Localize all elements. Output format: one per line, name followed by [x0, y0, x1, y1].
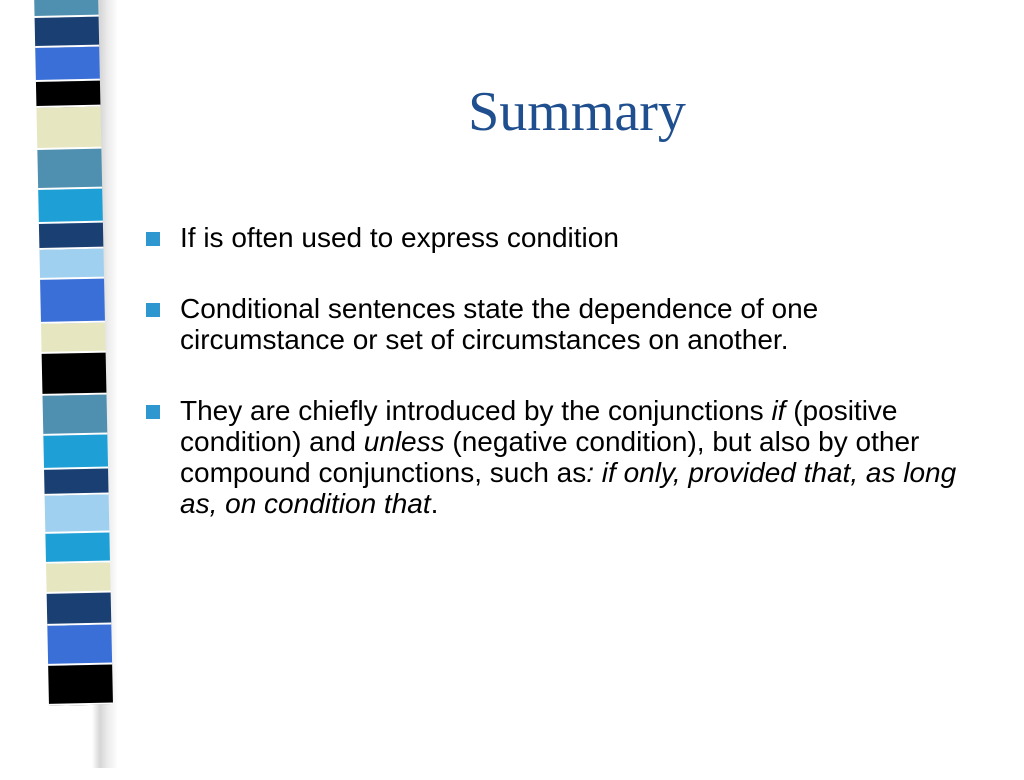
bullet-item: [140, 222, 970, 253]
bullet-text-part: (negative condition), but also by other compound conjunctions, such as: [180, 426, 920, 488]
stripe-block: [45, 533, 110, 564]
bullet-text-part: .: [430, 488, 439, 519]
stripe-block: [47, 593, 112, 626]
stripe-block: [38, 189, 103, 224]
stripe-block: [47, 625, 112, 666]
stripe-block: [34, 0, 99, 18]
bullet-emphasis: unless: [363, 426, 445, 457]
bullet-item: [140, 395, 970, 519]
stripe-block: [36, 107, 101, 150]
stripe-block: [43, 395, 108, 436]
stripe-block: [35, 47, 100, 82]
stripe-block: [48, 665, 113, 706]
stripe-block: [39, 249, 104, 280]
stripe-block: [41, 323, 106, 354]
bullet-item: [140, 293, 970, 355]
bullet-square-icon: [146, 232, 160, 246]
stripe-block: [39, 223, 104, 250]
bullet-square-icon: [146, 303, 160, 317]
bullet-emphasis: : if only, provided that, as long as, on condition that: [180, 457, 957, 519]
bullet-emphasis: if: [771, 395, 786, 426]
bullet-text-part: (positive condition) and: [180, 395, 898, 457]
bullet-text-part: They are chiefly introduced by the conjunctions: [180, 395, 772, 426]
slide-title: Summary: [468, 81, 686, 143]
stripe-block: [42, 353, 107, 396]
bullet-square-icon: [146, 405, 160, 419]
bullet-text: Conditional sentences state the dependence of one circumstance or set of circumstances on another.: [180, 293, 819, 355]
stripe-block: [35, 17, 100, 48]
stripe-block: [44, 469, 109, 496]
stripe-block: [46, 563, 111, 594]
stripe-block: [45, 495, 110, 534]
stripe-block: [37, 149, 102, 190]
stripe-block: [40, 279, 105, 324]
bullet-text: If is often used to express condition: [180, 222, 619, 253]
stripe-block: [36, 81, 101, 108]
bullet-list: [140, 222, 970, 559]
stripe-block: [43, 435, 108, 470]
